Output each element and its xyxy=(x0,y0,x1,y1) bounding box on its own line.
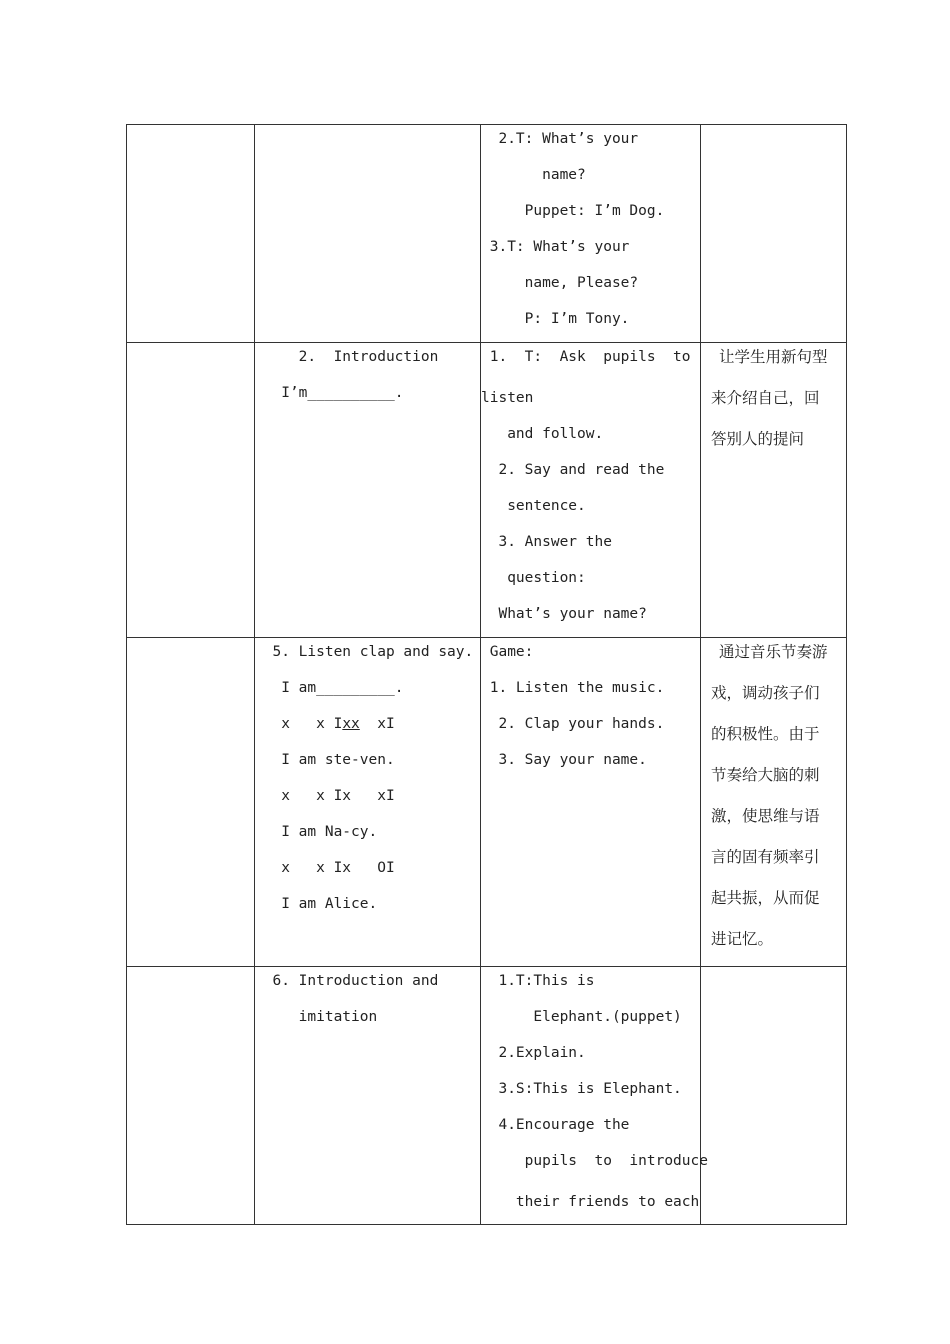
purpose-line: 的积极性。由于 xyxy=(711,725,820,743)
content-line xyxy=(255,674,480,710)
activity-line: 1. T: Ask pupils to xyxy=(481,349,691,365)
table-row xyxy=(127,343,847,638)
content-line: I am ste-ven. xyxy=(255,752,395,768)
activities-cell xyxy=(481,638,701,967)
activity-line: question: xyxy=(481,570,586,586)
purpose-cell xyxy=(701,343,847,638)
purpose-line: 让学生用新句型 xyxy=(719,348,828,366)
step-cell xyxy=(127,125,255,343)
activity-line: What’s your name? xyxy=(481,606,647,622)
activities-cell xyxy=(481,967,708,1225)
table-row xyxy=(127,125,847,343)
purpose-line: 来介绍自己，回 xyxy=(711,389,820,407)
content-line: I am Alice. xyxy=(255,896,378,912)
purpose-cell xyxy=(701,967,847,1225)
activity-line: P: I’m Tony. xyxy=(481,311,630,327)
activity-line: 2.Explain. xyxy=(481,1045,586,1061)
purpose-line: 言的固有频率引 xyxy=(711,848,820,866)
activity-line: 1. Listen the music. xyxy=(481,680,665,696)
activity-line: listen xyxy=(481,390,534,406)
activity-line: name? xyxy=(481,167,586,183)
purpose-cell xyxy=(701,638,847,967)
activity-line: 2. Clap your hands. xyxy=(481,716,665,732)
rhythm-underlined: xx xyxy=(342,716,360,732)
lesson-plan-table xyxy=(126,124,847,1225)
purpose-line: 激，使思维与语 xyxy=(711,807,820,825)
activities-cell xyxy=(481,125,701,343)
content-line: 6. Introduction and xyxy=(255,973,439,989)
content-text: I’m xyxy=(255,385,308,401)
content-cell xyxy=(255,343,481,638)
table-row xyxy=(127,967,847,1225)
fill-blank: __________ xyxy=(307,385,395,401)
activity-line: their friends to each xyxy=(481,1194,700,1210)
purpose-line: 起共振，从而促 xyxy=(711,889,820,907)
content-line: 2. Introduction xyxy=(255,349,439,365)
activity-line: pupils to introduce xyxy=(481,1153,708,1169)
table-row xyxy=(127,638,847,967)
activity-line: Game: xyxy=(481,644,534,660)
rhythm-line: x x Ix xI xyxy=(255,788,395,804)
activity-line: 3.S:This is Elephant. xyxy=(481,1081,682,1097)
content-line: 5. Listen clap and say. xyxy=(255,644,474,660)
activity-line: 4.Encourage the xyxy=(481,1117,630,1133)
activity-line: Puppet: I’m Dog. xyxy=(481,203,665,219)
content-text: . xyxy=(394,385,404,401)
activity-line: name, Please? xyxy=(481,275,639,291)
activity-line: sentence. xyxy=(481,498,586,514)
purpose-line: 进记忆。 xyxy=(711,930,774,948)
step-cell xyxy=(127,967,255,1225)
purpose-line: 通过音乐节奏游 xyxy=(719,643,828,661)
content-cell xyxy=(255,967,481,1225)
purpose-line: 戏，调动孩子们 xyxy=(711,684,820,702)
activity-line: 3.T: What’s your xyxy=(481,239,630,255)
step-cell xyxy=(127,343,255,638)
content-text: . xyxy=(394,680,404,696)
activities-cell xyxy=(481,343,701,638)
activity-line: 3. Answer the xyxy=(481,534,612,550)
fill-blank: _________ xyxy=(316,680,395,696)
rhythm-text: xI xyxy=(359,716,395,732)
activity-line: Elephant.(puppet) xyxy=(481,1009,682,1025)
content-cell xyxy=(255,125,481,343)
activity-line: 3. Say your name. xyxy=(481,752,647,768)
activity-line: 2.T: What’s your xyxy=(481,131,639,147)
activity-line: 2. Say and read the xyxy=(481,462,665,478)
content-cell xyxy=(255,638,481,967)
content-line xyxy=(255,379,480,415)
rhythm-line xyxy=(255,710,480,746)
content-line: I am Na-cy. xyxy=(255,824,378,840)
purpose-cell xyxy=(701,125,847,343)
activity-line: 1.T:This is xyxy=(481,973,595,989)
purpose-line: 答别人的提问 xyxy=(711,430,805,448)
purpose-line: 节奏给大脑的刺 xyxy=(711,766,820,784)
rhythm-line: x x Ix OI xyxy=(255,860,395,876)
content-line: imitation xyxy=(255,1009,378,1025)
step-cell xyxy=(127,638,255,967)
content-text: I am xyxy=(255,680,317,696)
activity-line: and follow. xyxy=(481,426,604,442)
rhythm-text: x x I xyxy=(255,716,343,732)
